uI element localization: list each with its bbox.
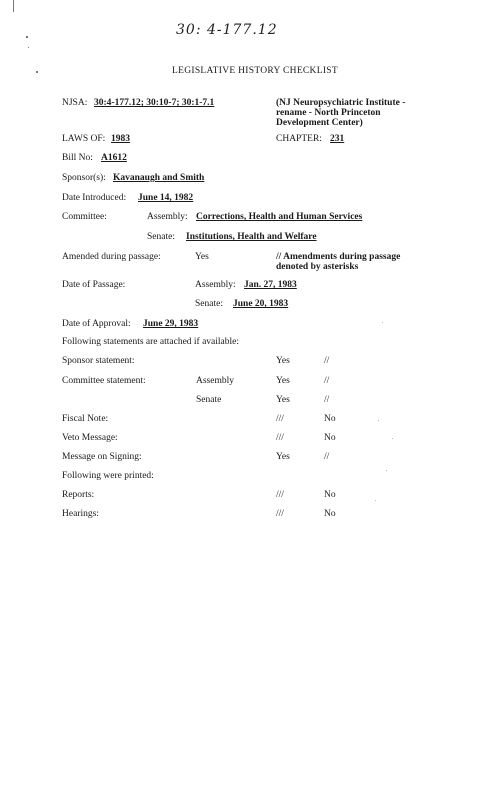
njsa-value: 30:4-177.12; 30:10-7; 30:1-7.1 [94, 98, 215, 108]
document-title: LEGISLATIVE HISTORY CHECKLIST [172, 66, 338, 76]
message-on-signing-label: Message on Signing: [62, 452, 142, 462]
njsa-label: NJSA: [62, 98, 88, 108]
fiscal-note-col1: /// [276, 414, 284, 424]
message-on-signing-col2: // [324, 452, 330, 462]
committee-senate-value: Institutions, Health and Welfare [186, 232, 317, 242]
laws-of-label: LAWS OF: [62, 134, 106, 144]
scan-speck [392, 438, 393, 439]
date-of-approval-label: Date of Approval: [62, 319, 131, 329]
njsa-note-line1: (NJ Neuropsychiatric Institute - [276, 98, 406, 108]
date-introduced-value: June 14, 1982 [138, 193, 194, 203]
committee-statement-senate-col1: Yes [276, 395, 290, 405]
committee-statement-assembly-col2: // [324, 376, 330, 386]
scan-edge-mark [13, 0, 14, 12]
sponsor-statement-col2: // [324, 356, 330, 366]
amended-note-line1: // Amendments during passage [276, 252, 401, 262]
committee-statement-senate-col2: // [324, 395, 330, 405]
njsa-note-line2: rename - North Princeton [276, 108, 381, 118]
amended-label: Amended during passage: [62, 252, 161, 262]
date-introduced-label: Date Introduced: [62, 193, 127, 203]
veto-message-label: Veto Message: [62, 433, 118, 443]
committee-assembly-label: Assembly: [147, 212, 188, 222]
amended-note-line2: denoted by asterisks [276, 262, 359, 272]
scan-speck [386, 470, 387, 471]
scan-speck [382, 322, 383, 323]
sponsor-statement-col1: Yes [276, 356, 290, 366]
laws-of-value: 1983 [111, 134, 130, 144]
reports-col1: /// [276, 490, 284, 500]
sponsors-label: Sponsor(s): [62, 173, 106, 183]
hearings-label: Hearings: [62, 509, 99, 519]
veto-message-col2: No [324, 433, 336, 443]
sponsors-value: Kavanaugh and Smith [113, 173, 205, 183]
amended-value: Yes [195, 252, 209, 262]
chapter-label: CHAPTER: [276, 134, 322, 144]
handwritten-reference: 30: 4-177.12 [176, 22, 278, 38]
hearings-col2: No [324, 509, 336, 519]
scan-dot [36, 71, 38, 73]
attached-statements-header: Following statements are attached if available: [62, 337, 240, 347]
committee-label: Committee: [62, 212, 107, 222]
bill-no-value: A1612 [101, 153, 127, 163]
passage-senate-label: Senate: [195, 299, 223, 309]
scan-dot [26, 36, 28, 38]
fiscal-note-label: Fiscal Note: [62, 414, 109, 424]
passage-assembly-label: Assembly: [195, 280, 236, 290]
date-of-approval-value: June 29, 1983 [143, 319, 199, 329]
veto-message-col1: /// [276, 433, 284, 443]
hearings-col1: /// [276, 509, 284, 519]
message-on-signing-col1: Yes [276, 452, 290, 462]
reports-label: Reports: [62, 490, 95, 500]
chapter-value: 231 [330, 134, 345, 144]
sponsor-statement-label: Sponsor statement: [62, 356, 135, 366]
committee-assembly-value: Corrections, Health and Human Services [196, 212, 363, 222]
scan-speck [378, 420, 379, 421]
njsa-note-line3: Development Center) [276, 118, 363, 128]
bill-no-label: Bill No: [62, 153, 93, 163]
committee-statement-assembly-col1: Yes [276, 376, 290, 386]
scan-speck [375, 500, 376, 501]
fiscal-note-col2: No [324, 414, 336, 424]
reports-col2: No [324, 490, 336, 500]
committee-statement-label: Committee statement: [62, 376, 146, 386]
printed-header: Following were printed: [62, 471, 154, 481]
passage-assembly-value: Jan. 27, 1983 [244, 280, 297, 290]
committee-statement-assembly: Assembly [196, 376, 234, 386]
date-of-passage-label: Date of Passage: [62, 280, 126, 290]
committee-senate-label: Senate: [147, 232, 175, 242]
committee-statement-senate: Senate [196, 395, 222, 405]
scan-dot [28, 47, 29, 48]
passage-senate-value: June 20, 1983 [233, 299, 289, 309]
